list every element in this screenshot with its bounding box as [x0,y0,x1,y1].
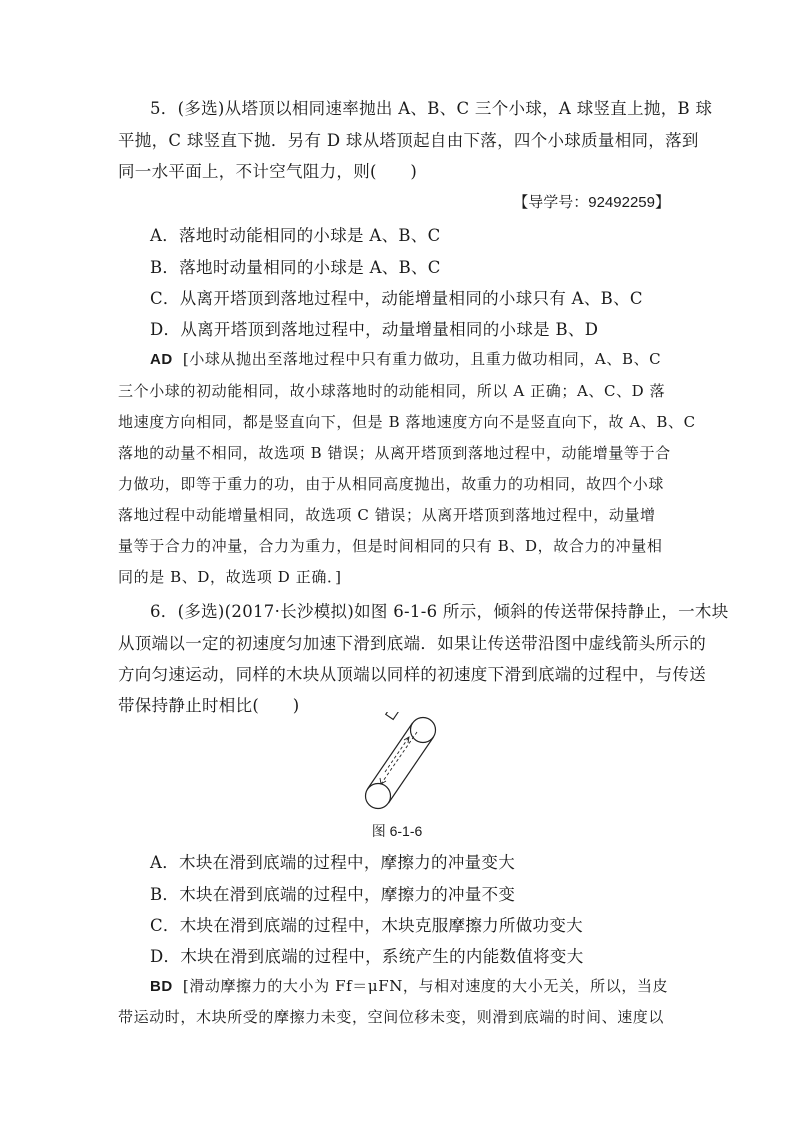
conveyor-belt-figure [356,712,446,816]
q6-stem-line-2: 从顶端以一定的初速度匀加速下滑到底端．如果让传送带沿图中虚线箭头所示的 [118,634,706,653]
q5-solution-text-1: [小球从抛出至落地过程中只有重力做功，且重力做功相同，A、B、C [182,350,662,368]
q6-solution-line-1 [150,975,668,996]
q6-answer: BD [150,978,173,995]
q5-solution-line-6: 落地过程中动能增量相同，故选项 C 错误；从离开塔顶到落地过程中，动量增 [118,506,656,524]
q5-stem-line-3: 同一水平面上，不计空气阻力，则( ) [118,162,418,181]
q5-solution-line-5: 力做功，即等于重力的功，由于从相同高度抛出，故重力的功相同，故四个小球 [118,475,665,493]
q5-stem-line-1: 5．(多选)从塔顶以相同速率抛出 A、B、C 三个小球，A 球竖直上抛，B 球 [150,99,713,118]
belt-direction-arrow-up [385,737,409,772]
q5-solution-line-8: 同的是 B、D，故选项 D 正确．] [118,568,342,586]
q5-solution-line-1 [150,348,661,369]
figure-caption: 图 6-1-6 [371,823,423,839]
belt-lower-edge [389,737,434,803]
wood-block [386,712,402,719]
q5-solution-line-3: 地速度方向相同，都是竖直向下，但是 B 落地速度方向不是竖直向下，故 A、B、C [118,413,696,431]
guide-number: 【导学号：92492259】 [513,194,670,211]
q5-solution-line-4: 落地的动量不相同，故选项 B 错误；从离开塔顶到落地过程中，动能增量等于合 [118,444,671,462]
q5-solution-line-7: 量等于合力的冲量，合力为重力，但是时间相同的只有 B、D，故合力的冲量相 [118,537,663,555]
q6-stem-line-4: 带保持静止时相比( ) [118,696,300,715]
q6-option-b: B．木块在滑到底端的过程中，摩擦力的冲量不变 [150,885,516,904]
q6-stem-line-3: 方向匀速运动，同样的木块从顶端以同样的初速度下滑到底端的过程中，与传送 [118,665,706,684]
q6-stem-line-1: 6．(多选)(2017·长沙模拟)如图 6-1-6 所示，倾斜的传送带保持静止，一木块 [150,602,729,621]
q5-stem-line-2: 平抛，C 球竖直下抛．另有 D 球从塔顶起自由下落，四个小球质量相同，落到 [118,131,699,150]
q6-option-d: D．木块在滑到底端的过程中，系统产生的内能数值将变大 [150,947,584,966]
q5-option-a: A．落地时动能相同的小球是 A、B、C [150,226,441,245]
belt-upper-edge [368,723,413,789]
q6-solution-line-2: 带运动时，木块所受的摩擦力未变，空间位移未变，则滑到底端的时间、速度以 [118,1008,665,1026]
q6-option-a: A．木块在滑到底端的过程中，摩擦力的冲量变大 [150,853,516,872]
q5-answer: AD [150,351,173,368]
arrowhead-down [380,778,386,784]
q5-option-c: C．从离开塔顶到落地过程中，动能增量相同的小球只有 A、B、C [150,289,643,308]
q5-solution-line-2: 三个小球的初动能相同，故小球落地时的动能相同，所以 A 正确；A、C、D 落 [118,382,666,400]
q6-solution-text-1: [滑动摩擦力的大小为 Ff＝μFN，与相对速度的大小无关，所以，当皮 [182,977,669,995]
q5-option-b: B．落地时动量相同的小球是 A、B、C [150,258,441,277]
belt-direction-arrow-down [381,732,417,784]
q6-option-c: C．木块在滑到底端的过程中，木块克服摩擦力所做功变大 [150,916,583,935]
q5-option-d: D．从离开塔顶到落地过程中，动量增量相同的小球是 B、D [150,320,599,339]
